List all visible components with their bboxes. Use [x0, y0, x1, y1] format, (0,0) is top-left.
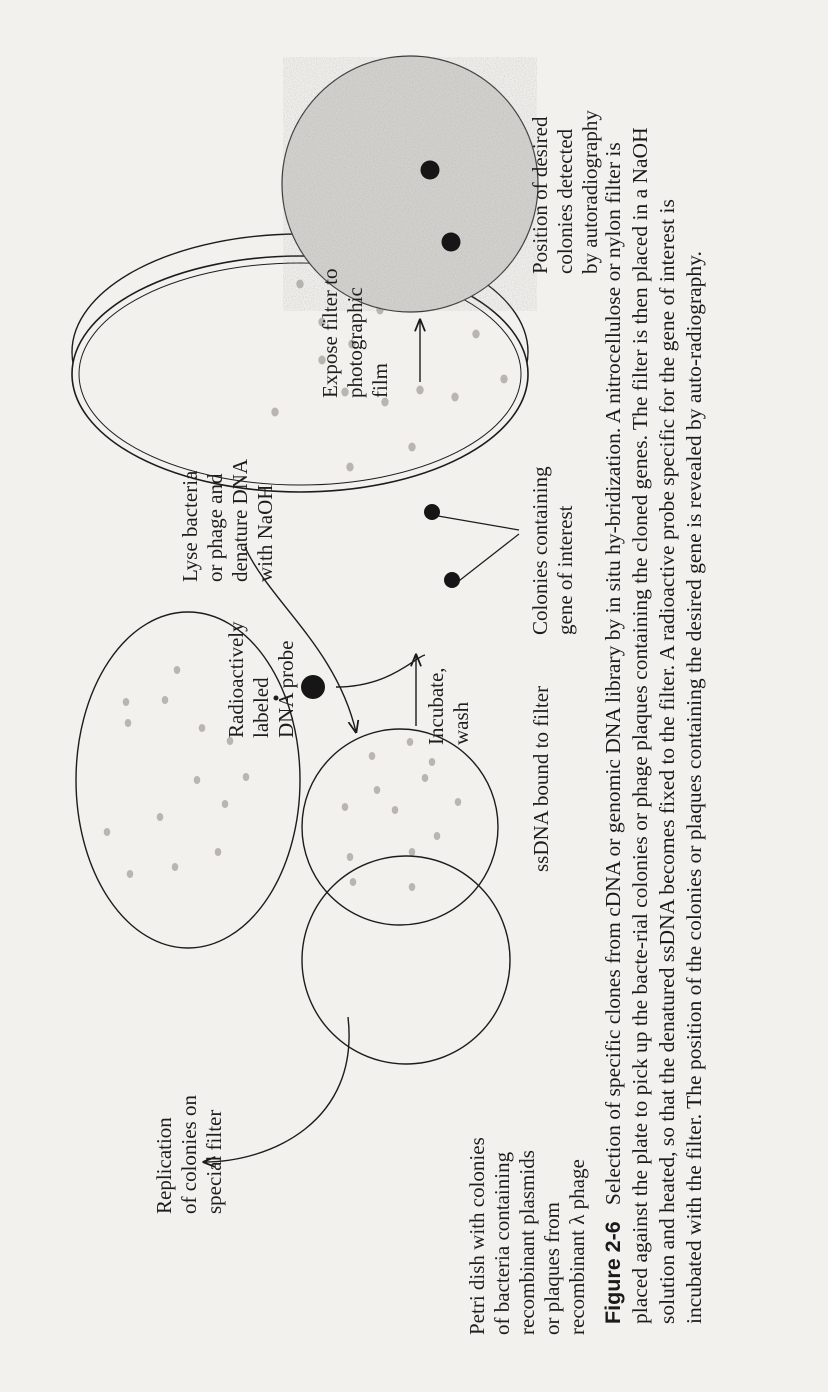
colony-dot — [451, 393, 458, 402]
colony-dot — [392, 806, 399, 814]
colony-dot — [350, 878, 357, 886]
colony-dot — [227, 737, 234, 745]
colony-dot — [162, 696, 169, 704]
pointer-line — [455, 534, 519, 584]
colony-dot — [409, 848, 416, 856]
colony-dot — [407, 738, 414, 746]
figure-caption — [600, 124, 708, 1324]
label-lyse: Lyse bacteria or phage and denature DNA with NaOH — [178, 458, 277, 582]
arrow-probe-join — [336, 655, 425, 687]
colony-dot — [215, 848, 222, 856]
label-incubate-wash: Incubate, wash — [424, 667, 473, 745]
colony-dot — [104, 828, 111, 836]
caption-text: Selection of specific clones from cDNA or genomic DNA library by in situ hy-bridization. A nitrocellulose or nylon filter is placed against the plate to pick up the bacte-rial colonies or phage plaques containing the cloned genes. The filter is then placed in a NaOH solution and heated, so that the denatured ssDNA becomes fixed to the filter. A radioactive probe specific for the gene of interest is incubated with the filter. The position of the colonies or plaques containing the desired gene is revealed by auto-radiography. — [601, 127, 706, 1324]
colony-dot — [125, 719, 132, 727]
film-spot — [442, 233, 461, 252]
pointer-line — [438, 516, 519, 530]
colony-dot — [127, 870, 134, 878]
colony-dot — [123, 698, 130, 706]
colony-dot — [347, 853, 354, 861]
colony-dot — [408, 443, 415, 452]
figure-number: Figure 2-6 — [601, 1221, 625, 1324]
colony-dot — [222, 800, 229, 808]
hybridized-filter — [302, 504, 510, 1064]
colony-dot — [342, 803, 349, 811]
ssdna-filter-outline — [302, 729, 498, 925]
colony-dot — [174, 666, 181, 674]
label-autoradiography-result: Position of desired colonies detected by autoradiography — [528, 110, 602, 274]
label-expose-film: Expose filter to photographic film — [318, 268, 392, 398]
colony-dot — [381, 398, 388, 407]
colony-dot — [172, 863, 179, 871]
colony-dot — [296, 280, 303, 289]
ssdna-filter — [302, 729, 498, 925]
film-spot — [421, 161, 440, 180]
positive-colony-spot — [444, 572, 460, 588]
hybridized-filter-outline — [302, 856, 510, 1064]
colony-dot — [416, 386, 423, 395]
colony-dot — [409, 883, 416, 891]
colony-dot — [157, 813, 164, 821]
colony-dot — [434, 832, 441, 840]
colony-dot — [243, 773, 250, 781]
colony-dot — [472, 330, 479, 339]
label-ssdna-bound: ssDNA bound to filter — [529, 685, 553, 872]
colony-dot — [455, 798, 462, 806]
colony-dot — [194, 776, 201, 784]
colony-dot — [271, 408, 278, 417]
positive-colony-spot — [424, 504, 440, 520]
label-petri-dish: Petri dish with colonies of bacteria containing recombinant plasmids or plaques from recombinant λ phage — [465, 1137, 589, 1335]
colony-dot — [429, 758, 436, 766]
ssdna-filter-colonies — [342, 738, 462, 891]
colony-dot — [422, 774, 429, 782]
colony-dot — [199, 724, 206, 732]
colony-dot — [374, 786, 381, 794]
label-replication: Replication of colonies on special filter — [152, 1095, 226, 1214]
colony-dot — [346, 463, 353, 472]
label-colonies-gene: Colonies containing gene of interest — [528, 466, 577, 635]
dna-probe-icon — [301, 675, 325, 699]
colony-dot — [369, 752, 376, 760]
label-dna-probe: Radioactively labeled DNA probe — [224, 621, 298, 738]
colony-dot — [500, 375, 507, 384]
